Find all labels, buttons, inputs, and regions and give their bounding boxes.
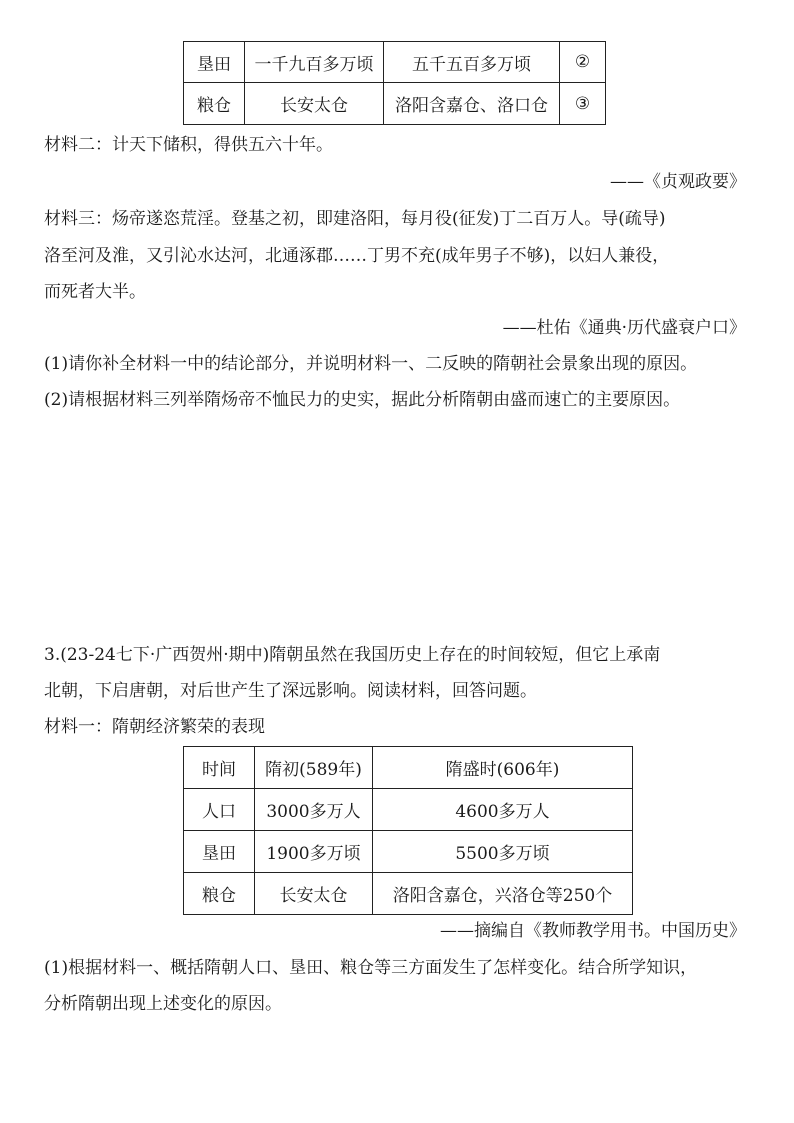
material-3-source: ——杜佑《通典·历代盛衰户口》 — [502, 318, 746, 338]
q3-question-line: 分析隋朝出现上述变化的原因。 — [44, 994, 282, 1014]
top-table-row — [184, 42, 606, 83]
top-table-cell: 粮仓 — [184, 83, 245, 125]
q3-source: ——摘编自《教师教学用书。中国历史》 — [440, 921, 746, 941]
q3-table-row — [184, 831, 633, 873]
q3-table-cell: 人口 — [184, 789, 255, 831]
material-3-line: 洛至河及淮，又引沁水达河，北通涿郡……丁男不充(成年男子不够)，以妇人兼役， — [44, 246, 670, 266]
material-2-source: ——《贞观政要》 — [610, 172, 746, 192]
material-3-line: 而死者大半。 — [44, 282, 146, 302]
q3-table-cell: 垦田 — [184, 831, 255, 873]
top-table-cell: 洛阳含嘉仓、洛口仓 — [384, 83, 560, 125]
q3-table-header: 隋初(589年) — [255, 747, 373, 789]
top-table-cell: ③ — [560, 83, 606, 125]
top-table-row — [184, 83, 606, 125]
q3-table-cell: 3000多万人 — [255, 789, 373, 831]
top-table-cell: 垦田 — [184, 42, 245, 83]
q3-table-row — [184, 873, 633, 915]
top-table-cell: 五千五百多万顷 — [384, 42, 560, 83]
q3-table-header: 时间 — [184, 747, 255, 789]
q3-table-header-row — [184, 747, 633, 789]
q3-table-header: 隋盛时(606年) — [373, 747, 633, 789]
q3-question-line: (1)根据材料一、概括隋朝人口、垦田、粮仓等三方面发生了怎样变化。结合所学知识， — [44, 958, 698, 978]
q3-table-cell: 长安太仓 — [255, 873, 373, 915]
question-1: (1)请你补全材料一中的结论部分，并说明材料一、二反映的隋朝社会景象出现的原因。 — [44, 354, 698, 374]
material-2: 材料二：计天下储积，得供五六十年。 — [44, 135, 333, 155]
q3-table-cell: 5500多万顷 — [373, 831, 633, 873]
top-table-cell: ② — [560, 42, 606, 83]
q3-table-cell: 4600多万人 — [373, 789, 633, 831]
q3-table-row — [184, 789, 633, 831]
q3-table-cell: 粮仓 — [184, 873, 255, 915]
q3-intro-line: 北朝，下启唐朝，对后世产生了深远影响。阅读材料，回答问题。 — [44, 681, 537, 701]
question-2: (2)请根据材料三列举隋炀帝不恤民力的史实，据此分析隋朝由盛而速亡的主要原因。 — [44, 390, 681, 410]
q3-intro-line: 3.(23-24七下·广西贺州·期中)隋朝虽然在我国历史上存在的时间较短，但它上承南 — [44, 645, 661, 665]
q3-table-cell: 1900多万顷 — [255, 831, 373, 873]
top-table-cell: 长安太仓 — [245, 83, 384, 125]
q3-table — [183, 746, 633, 915]
top-table — [183, 41, 606, 125]
q3-material-1-title: 材料一：隋朝经济繁荣的表现 — [44, 717, 265, 737]
top-table-cell: 一千九百多万顷 — [245, 42, 384, 83]
material-3-line: 材料三：炀帝遂恣荒淫。登基之初，即建洛阳，每月役(征发)丁二百万人。导(疏导) — [44, 209, 666, 229]
q3-table-cell: 洛阳含嘉仓，兴洛仓等250个 — [373, 873, 633, 915]
